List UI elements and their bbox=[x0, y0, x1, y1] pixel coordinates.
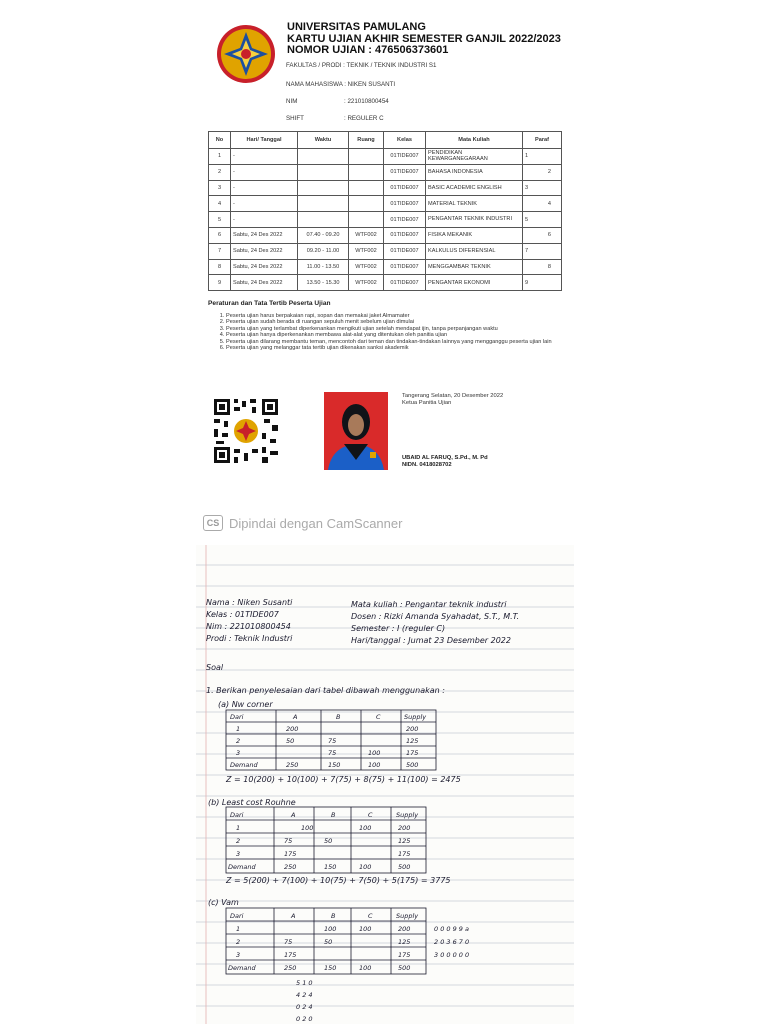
cell-room bbox=[349, 212, 384, 228]
svg-text:0 0 0 9 9 a: 0 0 0 9 9 a bbox=[434, 925, 469, 933]
svg-text:Z = 10(200) + 10(100) + 7(75): Z = 10(200) + 10(100) + 7(75) + 8(75) + 11(100) = 2475 bbox=[226, 775, 461, 784]
cell-day: Sabtu, 24 Des 2022 bbox=[231, 275, 298, 291]
svg-text:175: 175 bbox=[284, 850, 297, 858]
signature-marks bbox=[525, 248, 559, 254]
signatory-nidn: NIDN. 0418028702 bbox=[402, 462, 452, 468]
table-row bbox=[209, 149, 562, 165]
svg-text:A: A bbox=[291, 811, 296, 819]
svg-text:Z = 5(200) + 7(100) + 10(75) +: Z = 5(200) + 7(100) + 10(75) + 7(50) + 5(175) = 3775 bbox=[226, 876, 451, 885]
svg-text:C: C bbox=[368, 912, 373, 920]
signatory-name: UBAID AL FARUQ, S.Pd., M. Pd bbox=[402, 455, 488, 461]
svg-text:175: 175 bbox=[398, 951, 411, 959]
table-row bbox=[209, 243, 562, 259]
svg-text:500: 500 bbox=[398, 863, 411, 871]
signature-marks bbox=[525, 264, 559, 270]
field-faculty-label: FAKULTAS / PRODI : TEKNIK / TEKNIK INDUSTRI S1 bbox=[286, 62, 437, 69]
svg-text:1. Berikan penyelesaian dari: 1. Berikan penyelesaian dari tabel dibawah menggunakan : bbox=[206, 686, 445, 695]
svg-text:3: 3 bbox=[236, 951, 241, 959]
table-row bbox=[209, 180, 562, 196]
cell-signature bbox=[523, 212, 562, 228]
cell-course: PENDIDIKAN KEWARGANEGARAAN bbox=[426, 149, 523, 165]
svg-text:2 0 3 6 7 0: 2 0 3 6 7 0 bbox=[434, 938, 470, 946]
svg-text:250: 250 bbox=[284, 863, 297, 871]
signature-marks bbox=[525, 201, 559, 207]
svg-text:Nim : 221010800454: Nim : 221010800454 bbox=[206, 622, 291, 631]
table-row bbox=[209, 275, 562, 291]
svg-text:Dari: Dari bbox=[230, 912, 244, 920]
cell-signature bbox=[523, 180, 562, 196]
svg-text:200: 200 bbox=[398, 925, 411, 933]
svg-text:3: 3 bbox=[236, 749, 241, 757]
signature-left: 3 bbox=[525, 184, 529, 191]
svg-text:100: 100 bbox=[368, 761, 381, 769]
svg-text:C: C bbox=[376, 713, 381, 721]
qr-code bbox=[212, 397, 280, 465]
svg-text:75: 75 bbox=[328, 749, 337, 757]
cell-no: 2 bbox=[209, 164, 231, 180]
table-header-row bbox=[209, 132, 562, 149]
signature-marks bbox=[525, 153, 559, 159]
university-logo bbox=[216, 24, 276, 84]
table-row bbox=[209, 227, 562, 243]
col-header-class: Kelas bbox=[384, 132, 426, 149]
field-shift-label: SHIFT bbox=[286, 115, 304, 122]
signature-right: 8 bbox=[547, 263, 551, 270]
signature-place-date: Tangerang Selatan, 20 Desember 2022 bbox=[402, 393, 504, 399]
svg-text:Soal: Soal bbox=[206, 663, 224, 672]
signature-marks bbox=[525, 280, 559, 286]
handwritten-answer-sheet bbox=[196, 545, 574, 1024]
svg-text:2: 2 bbox=[236, 837, 241, 845]
svg-text:75: 75 bbox=[284, 837, 293, 845]
svg-text:Dari: Dari bbox=[230, 811, 244, 819]
cell-no: 6 bbox=[209, 227, 231, 243]
rules-title: Peraturan dan Tata Tertib Peserta Ujian bbox=[208, 300, 331, 307]
card-title: KARTU UJIAN AKHIR SEMESTER GANJIL 2022/2023 bbox=[287, 32, 561, 45]
cell-room: WTF002 bbox=[349, 259, 384, 275]
cell-day: - bbox=[231, 180, 298, 196]
svg-text:B: B bbox=[331, 811, 336, 819]
cell-course: FISIKA MEKANIK bbox=[426, 227, 523, 243]
svg-text:200: 200 bbox=[406, 725, 419, 733]
col-header-room: Ruang bbox=[349, 132, 384, 149]
svg-text:50: 50 bbox=[286, 737, 295, 745]
cell-time bbox=[298, 164, 349, 180]
cell-day: - bbox=[231, 164, 298, 180]
svg-text:150: 150 bbox=[324, 964, 337, 972]
cell-class: 01TIDE007 bbox=[384, 212, 426, 228]
cell-no: 1 bbox=[209, 149, 231, 165]
table-row bbox=[209, 212, 562, 228]
cell-signature bbox=[523, 196, 562, 212]
cell-course: PENGANTAR TEKNIK INDUSTRI bbox=[426, 212, 523, 228]
rule-item: 5. Peserta ujian dilarang membantu teman, mencontoh dari teman dan tindakan-tindakan lainnya yang mengganggu peserta ujian lain bbox=[226, 339, 566, 345]
signature-left: 1 bbox=[525, 153, 529, 160]
cell-signature bbox=[523, 259, 562, 275]
cell-day: Sabtu, 24 Des 2022 bbox=[231, 243, 298, 259]
cell-time bbox=[298, 180, 349, 196]
cell-no: 7 bbox=[209, 243, 231, 259]
svg-text:Dari: Dari bbox=[230, 713, 244, 721]
svg-text:50: 50 bbox=[324, 938, 333, 946]
svg-text:1: 1 bbox=[236, 824, 241, 832]
cell-day: Sabtu, 24 Des 2022 bbox=[231, 259, 298, 275]
svg-text:100: 100 bbox=[359, 824, 372, 832]
svg-text:100: 100 bbox=[359, 925, 372, 933]
exam-schedule-table bbox=[208, 131, 562, 291]
svg-text:Demand: Demand bbox=[228, 964, 256, 972]
student-photo bbox=[324, 392, 388, 470]
svg-text:200: 200 bbox=[286, 725, 299, 733]
cell-course: PENGANTAR EKONOMI bbox=[426, 275, 523, 291]
rule-item: 3. Peserta ujian yang terlambat diperkenankan mengikuti ujian setelah mendapat ijin, tanpa perpanjangan waktu bbox=[226, 326, 566, 332]
exam-number: NOMOR UJIAN : 476506373601 bbox=[287, 44, 449, 56]
col-header-signature: Paraf bbox=[523, 132, 562, 149]
svg-text:75: 75 bbox=[284, 938, 293, 946]
cell-course: MENGGAMBAR TEKNIK bbox=[426, 259, 523, 275]
exam-card bbox=[190, 0, 575, 510]
camscanner-label: Dipindai dengan CamScanner bbox=[229, 515, 403, 531]
cell-no: 8 bbox=[209, 259, 231, 275]
cell-room: WTF002 bbox=[349, 227, 384, 243]
svg-text:100: 100 bbox=[359, 964, 372, 972]
svg-text:Dosen : Rizki Amanda Syahad: Dosen : Rizki Amanda Syahadat, S.T., M.T. bbox=[351, 612, 520, 621]
cell-room: WTF002 bbox=[349, 243, 384, 259]
svg-text:A: A bbox=[293, 713, 298, 721]
signature-block bbox=[402, 393, 503, 407]
svg-text:150: 150 bbox=[328, 761, 341, 769]
handwritten-notebook-page bbox=[196, 545, 574, 1024]
svg-text:Supply: Supply bbox=[396, 811, 419, 819]
svg-text:100: 100 bbox=[359, 863, 372, 871]
col-header-day: Hari/ Tanggal bbox=[231, 132, 298, 149]
cell-course: BASIC ACADEMIC ENGLISH bbox=[426, 180, 523, 196]
svg-text:250: 250 bbox=[286, 761, 299, 769]
signature-marks bbox=[525, 232, 559, 238]
cell-course: KALKULUS DIFERENSIAL bbox=[426, 243, 523, 259]
signature-right: 4 bbox=[547, 200, 551, 207]
svg-text:Supply: Supply bbox=[396, 912, 419, 920]
cell-signature bbox=[523, 164, 562, 180]
svg-text:50: 50 bbox=[324, 837, 333, 845]
svg-text:125: 125 bbox=[406, 737, 419, 745]
cell-class: 01TIDE007 bbox=[384, 196, 426, 212]
rule-item: 6. Peserta ujian yang melanggar tata tertib ujian dikenakan sanksi akademik bbox=[226, 345, 566, 351]
svg-text:500: 500 bbox=[398, 964, 411, 972]
svg-text:200: 200 bbox=[398, 824, 411, 832]
svg-text:0 2 0: 0 2 0 bbox=[296, 1015, 313, 1023]
svg-text:Nama : Niken Susanti: Nama : Niken Susanti bbox=[206, 598, 293, 607]
svg-text:3: 3 bbox=[236, 850, 241, 858]
cell-time: 07.40 - 09.20 bbox=[298, 227, 349, 243]
table-row bbox=[209, 259, 562, 275]
cell-time: 11.00 - 13.50 bbox=[298, 259, 349, 275]
cell-class: 01TIDE007 bbox=[384, 164, 426, 180]
cell-time bbox=[298, 212, 349, 228]
svg-text:175: 175 bbox=[398, 850, 411, 858]
cell-room: WTF002 bbox=[349, 275, 384, 291]
cell-time: 13.50 - 15.30 bbox=[298, 275, 349, 291]
cell-room bbox=[349, 164, 384, 180]
table-row bbox=[209, 196, 562, 212]
svg-text:Hari/tanggal : Jumat 23 Desemb: Hari/tanggal : Jumat 23 Desember 2022 bbox=[351, 636, 511, 645]
field-name-label: NAMA MAHASISWA : NIKEN SUSANTI bbox=[286, 81, 396, 88]
rule-item: 2. Peserta ujian sudah berada di ruangan sepuluh menit sebelum ujian dimulai bbox=[226, 319, 566, 325]
svg-text:(b) Least cost Rouhne: (b) Least cost Rouhne bbox=[208, 798, 296, 807]
cell-day: - bbox=[231, 196, 298, 212]
cell-room bbox=[349, 149, 384, 165]
cell-class: 01TIDE007 bbox=[384, 180, 426, 196]
rules-list bbox=[212, 313, 566, 351]
cell-no: 5 bbox=[209, 212, 231, 228]
signature-left: 5 bbox=[525, 216, 529, 223]
svg-text:2: 2 bbox=[236, 938, 241, 946]
signature-marks bbox=[525, 217, 559, 223]
svg-text:500: 500 bbox=[406, 761, 419, 769]
svg-text:250: 250 bbox=[284, 964, 297, 972]
signatory bbox=[402, 455, 488, 469]
card-header bbox=[287, 22, 561, 57]
svg-text:2: 2 bbox=[236, 737, 241, 745]
svg-text:1: 1 bbox=[236, 725, 241, 733]
svg-text:C: C bbox=[368, 811, 373, 819]
cell-time: 09.20 - 11.00 bbox=[298, 243, 349, 259]
table-row bbox=[209, 164, 562, 180]
svg-text:125: 125 bbox=[398, 938, 411, 946]
university-name: UNIVERSITAS PAMULANG bbox=[287, 21, 426, 33]
svg-text:5 1 0: 5 1 0 bbox=[296, 979, 313, 987]
col-header-no: No bbox=[209, 132, 231, 149]
cell-signature bbox=[523, 243, 562, 259]
cell-course: BAHASA INDONESIA bbox=[426, 164, 523, 180]
svg-text:175: 175 bbox=[284, 951, 297, 959]
col-header-course: Mata Kuliah bbox=[426, 132, 523, 149]
svg-text:Prodi : Teknik Industri: Prodi : Teknik Industri bbox=[206, 634, 293, 643]
cell-day: - bbox=[231, 212, 298, 228]
signature-left: 7 bbox=[525, 248, 529, 255]
cell-room bbox=[349, 196, 384, 212]
cell-class: 01TIDE007 bbox=[384, 243, 426, 259]
svg-text:(c) Vam: (c) Vam bbox=[208, 898, 239, 907]
cell-signature bbox=[523, 227, 562, 243]
cell-signature bbox=[523, 149, 562, 165]
svg-text:1: 1 bbox=[236, 925, 241, 933]
cell-no: 4 bbox=[209, 196, 231, 212]
field-shift-value: : REGULER C bbox=[344, 115, 384, 122]
svg-text:3 0 0 0 0 0: 3 0 0 0 0 0 bbox=[434, 951, 470, 959]
svg-text:100: 100 bbox=[301, 824, 314, 832]
cell-time bbox=[298, 196, 349, 212]
col-header-time: Waktu bbox=[298, 132, 349, 149]
svg-text:B: B bbox=[331, 912, 336, 920]
rule-item: 1. Peserta ujian harus berpakaian rapi, sopan dan memakai jaket Almamater bbox=[226, 313, 566, 319]
svg-text:Supply: Supply bbox=[404, 713, 427, 721]
signature-right: 6 bbox=[547, 232, 551, 239]
cell-class: 01TIDE007 bbox=[384, 227, 426, 243]
signature-role: Ketua Panitia Ujian bbox=[402, 400, 452, 406]
svg-text:175: 175 bbox=[406, 749, 419, 757]
cell-class: 01TIDE007 bbox=[384, 149, 426, 165]
svg-text:0 2 4: 0 2 4 bbox=[296, 1003, 313, 1011]
signature-left: 9 bbox=[525, 279, 529, 286]
svg-text:A: A bbox=[291, 912, 296, 920]
cell-day: - bbox=[231, 149, 298, 165]
cell-no: 3 bbox=[209, 180, 231, 196]
field-nim-value: : 221010800454 bbox=[344, 98, 389, 105]
cell-course: MATERIAL TEKNIK bbox=[426, 196, 523, 212]
table-body bbox=[209, 149, 562, 291]
svg-text:125: 125 bbox=[398, 837, 411, 845]
svg-text:100: 100 bbox=[324, 925, 337, 933]
rule-item: 4. Peserta ujian hanya diperkenankan membawa alat-alat yang ditentukan oleh panitia ujian bbox=[226, 332, 566, 338]
cell-class: 01TIDE007 bbox=[384, 259, 426, 275]
signature-marks bbox=[525, 185, 559, 191]
svg-text:Mata kuliah : Pengantar teknik: Mata kuliah : Pengantar teknik industri bbox=[351, 600, 507, 609]
svg-text:Kelas : 01TIDE007: Kelas : 01TIDE007 bbox=[206, 610, 279, 619]
cell-signature bbox=[523, 275, 562, 291]
svg-text:4 2 4: 4 2 4 bbox=[296, 991, 313, 999]
svg-text:Semester : I (reguler C): Semester : I (reguler C) bbox=[351, 624, 446, 633]
signature-right: 2 bbox=[547, 169, 551, 176]
svg-text:Demand: Demand bbox=[230, 761, 258, 769]
svg-text:(a) Nw corner: (a) Nw corner bbox=[218, 700, 273, 709]
camscanner-icon: CS bbox=[203, 515, 223, 531]
cell-time bbox=[298, 149, 349, 165]
cell-no: 9 bbox=[209, 275, 231, 291]
svg-text:75: 75 bbox=[328, 737, 337, 745]
field-nim-label: NIM bbox=[286, 98, 298, 105]
svg-text:Demand: Demand bbox=[228, 863, 256, 871]
svg-text:B: B bbox=[336, 713, 341, 721]
cell-class: 01TIDE007 bbox=[384, 275, 426, 291]
signature-marks bbox=[525, 169, 559, 175]
svg-text:100: 100 bbox=[368, 749, 381, 757]
svg-text:150: 150 bbox=[324, 863, 337, 871]
cell-day: Sabtu, 24 Des 2022 bbox=[231, 227, 298, 243]
camscanner-watermark bbox=[203, 515, 402, 531]
cell-room bbox=[349, 180, 384, 196]
